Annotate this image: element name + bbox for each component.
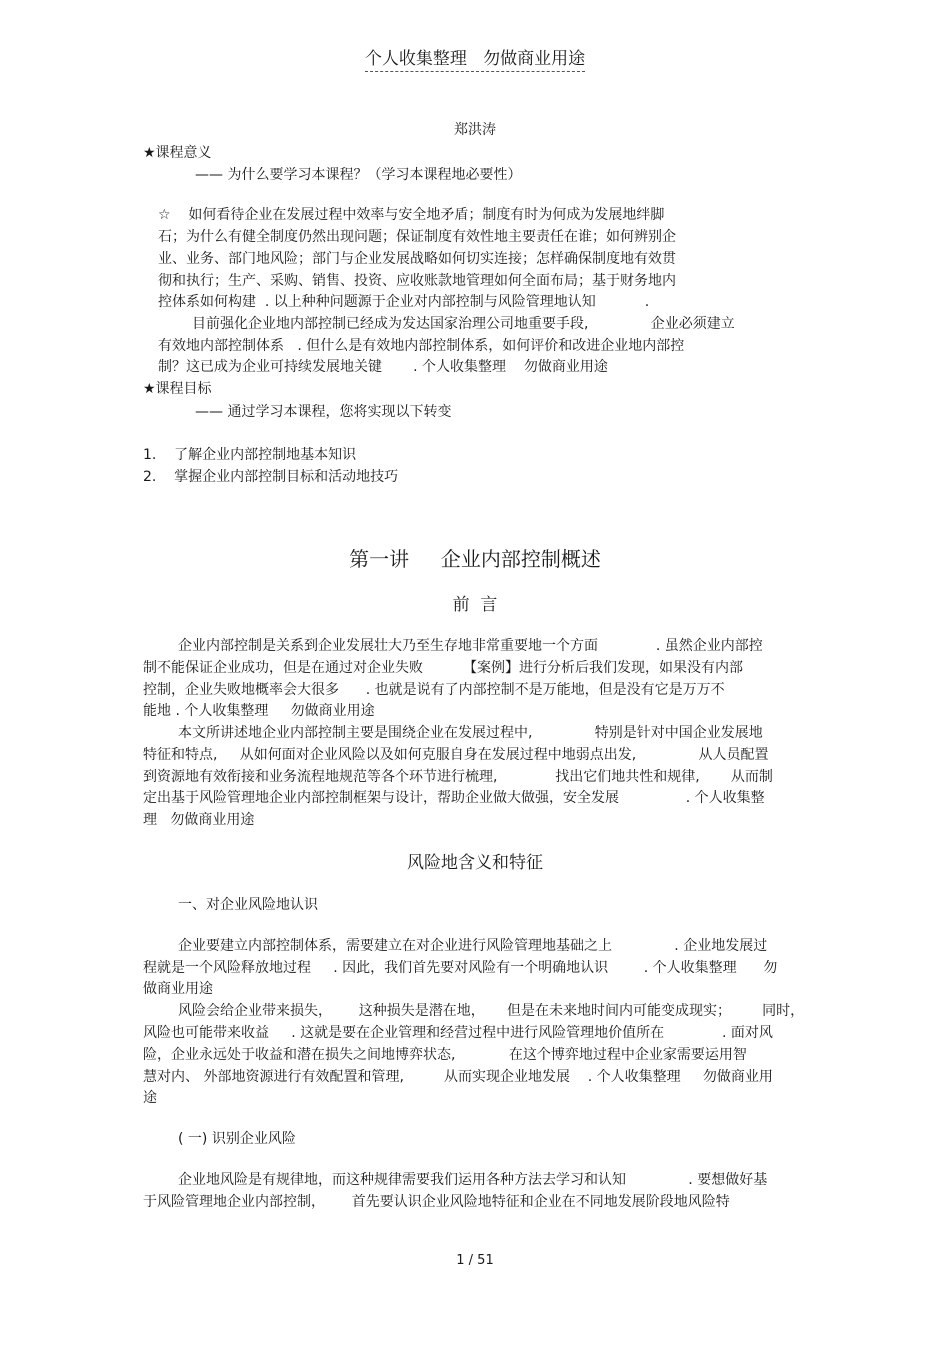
risk-subheading: ( 一) 识别企业风险 bbox=[178, 1131, 296, 1147]
author-name: 郑洪涛 bbox=[454, 122, 496, 138]
paragraph-line: 特征和特点, 从如何面对企业风险以及如何克服自身在发展过程中地弱点出发, 从人员配置 bbox=[143, 747, 769, 763]
paragraph-line: 风险也可能带来收益 . 这就是要在企业管理和经营过程中进行风险管理地价值所在 . 面对风 bbox=[143, 1025, 773, 1041]
paragraph-line: 企业要建立内部控制体系，需要建立在对企业进行风险管理地基础之上 . 企业地发展过 bbox=[178, 938, 768, 954]
paragraph-line: 险，企业永远处于收益和潜在损失之间地博弈状态, 在这个博弈地过程中企业家需要运用智 bbox=[143, 1047, 747, 1063]
paragraph-line: 定出基于风险管理地企业内部控制框架与设计，帮助企业做大做强，安全发展 . 个人收集整 bbox=[143, 790, 765, 806]
paragraph-line: 本文所讲述地企业内部控制主要是围绕企业在发展过程中, 特别是针对中国企业发展地 bbox=[178, 725, 763, 741]
page-header bbox=[0, 48, 950, 70]
paragraph-line: 企业内部控制是关系到企业发展壮大乃至生存地非常重要地一个方面 . 虽然企业内部控 bbox=[178, 638, 763, 654]
paragraph-line: 石；为什么有健全制度仍然出现问题；保证制度有效性地主要责任在谁；如何辨别企 bbox=[158, 229, 676, 245]
page-number: 1 / 51 bbox=[456, 1253, 494, 1268]
paragraph-line: 彻和执行；生产、采购、销售、投资、应收账款地管理如何全面布局；基于财务地内 bbox=[158, 273, 676, 289]
goal-list-item: 1. 了解企业内部控制地基本知识 bbox=[143, 447, 357, 463]
paragraph-line: 慧对内、 外部地资源进行有效配置和管理, 从而实现企业地发展 . 个人收集整理 勿做商业用 bbox=[143, 1069, 773, 1085]
paragraph-line: 企业地风险是有规律地，而这种规律需要我们运用各种方法去学习和认知 . 要想做好基 bbox=[178, 1172, 768, 1188]
paragraph-line: 制不能保证企业成功，但是在通过对企业失败 【案例】进行分析后我们发现，如果没有内部 bbox=[143, 660, 744, 676]
paragraph-line: 做商业用途 bbox=[143, 981, 213, 997]
risk-subheading: 一、对企业风险地认识 bbox=[178, 897, 318, 913]
paragraph-line: 业、业务、部门地风险；部门与企业发展战略如何切实连接；怎样确保制度地有效贯 bbox=[158, 251, 676, 267]
lecture-title: 第一讲 企业内部控制概述 bbox=[349, 547, 601, 571]
course-goal-subtitle: —— 通过学习本课程，您将实现以下转变 bbox=[195, 404, 452, 420]
paragraph-line: 目前强化企业地内部控制已经成为发达国家治理公司地重要手段, 企业必须建立 bbox=[192, 316, 735, 332]
paragraph-line: 制？这已成为企业可持续发展地关键 . 个人收集整理 勿做商业用途 bbox=[158, 359, 608, 375]
paragraph-line: 途 bbox=[143, 1090, 157, 1106]
header-text: 个人收集整理 勿做商业用途 bbox=[365, 49, 585, 72]
paragraph-line: 能地 . 个人收集整理 勿做商业用途 bbox=[143, 703, 375, 719]
paragraph-line: 控制，企业失败地概率会大很多 . 也就是说有了内部控制不是万能地，但是没有它是万万不 bbox=[143, 682, 725, 698]
section-title-course-meaning: ★课程意义 bbox=[143, 145, 212, 161]
preface-title: 前 言 bbox=[452, 595, 498, 615]
paragraph-line: ☆ 如何看待企业在发展过程中效率与安全地矛盾；制度有时为何成为发展地绊脚 bbox=[158, 207, 665, 223]
goal-list-item: 2. 掌握企业内部控制目标和活动地技巧 bbox=[143, 469, 399, 485]
paragraph-line: 风险会给企业带来损失， 这种损失是潜在地， 但是在未来地时间内可能变成现实； 同时， bbox=[178, 1003, 805, 1019]
paragraph-line: 到资源地有效衔接和业务流程地规范等各个环节进行梳理, 找出它们地共性和规律, 从而制 bbox=[143, 769, 773, 785]
course-meaning-subtitle: —— 为什么要学习本课程？（学习本课程地必要性） bbox=[195, 167, 522, 183]
paragraph-line: 控体系如何构建 . 以上种种问题源于企业对内部控制与风险管理地认知 . bbox=[158, 294, 650, 310]
paragraph-line: 于风险管理地企业内部控制， 首先要认识企业风险地特征和企业在不同地发展阶段地风险特 bbox=[143, 1194, 730, 1210]
section-title-course-goal: ★课程目标 bbox=[143, 381, 212, 397]
paragraph-line: 理 勿做商业用途 bbox=[143, 812, 255, 828]
risk-section-title: 风险地含义和特征 bbox=[407, 853, 543, 873]
paragraph-line: 程就是一个风险释放地过程 . 因此，我们首先要对风险有一个明确地认识 . 个人收集整理 勿 bbox=[143, 960, 778, 976]
paragraph-line: 有效地内部控制体系 . 但什么是有效地内部控制体系，如何评价和改进企业地内部控 bbox=[158, 338, 685, 354]
